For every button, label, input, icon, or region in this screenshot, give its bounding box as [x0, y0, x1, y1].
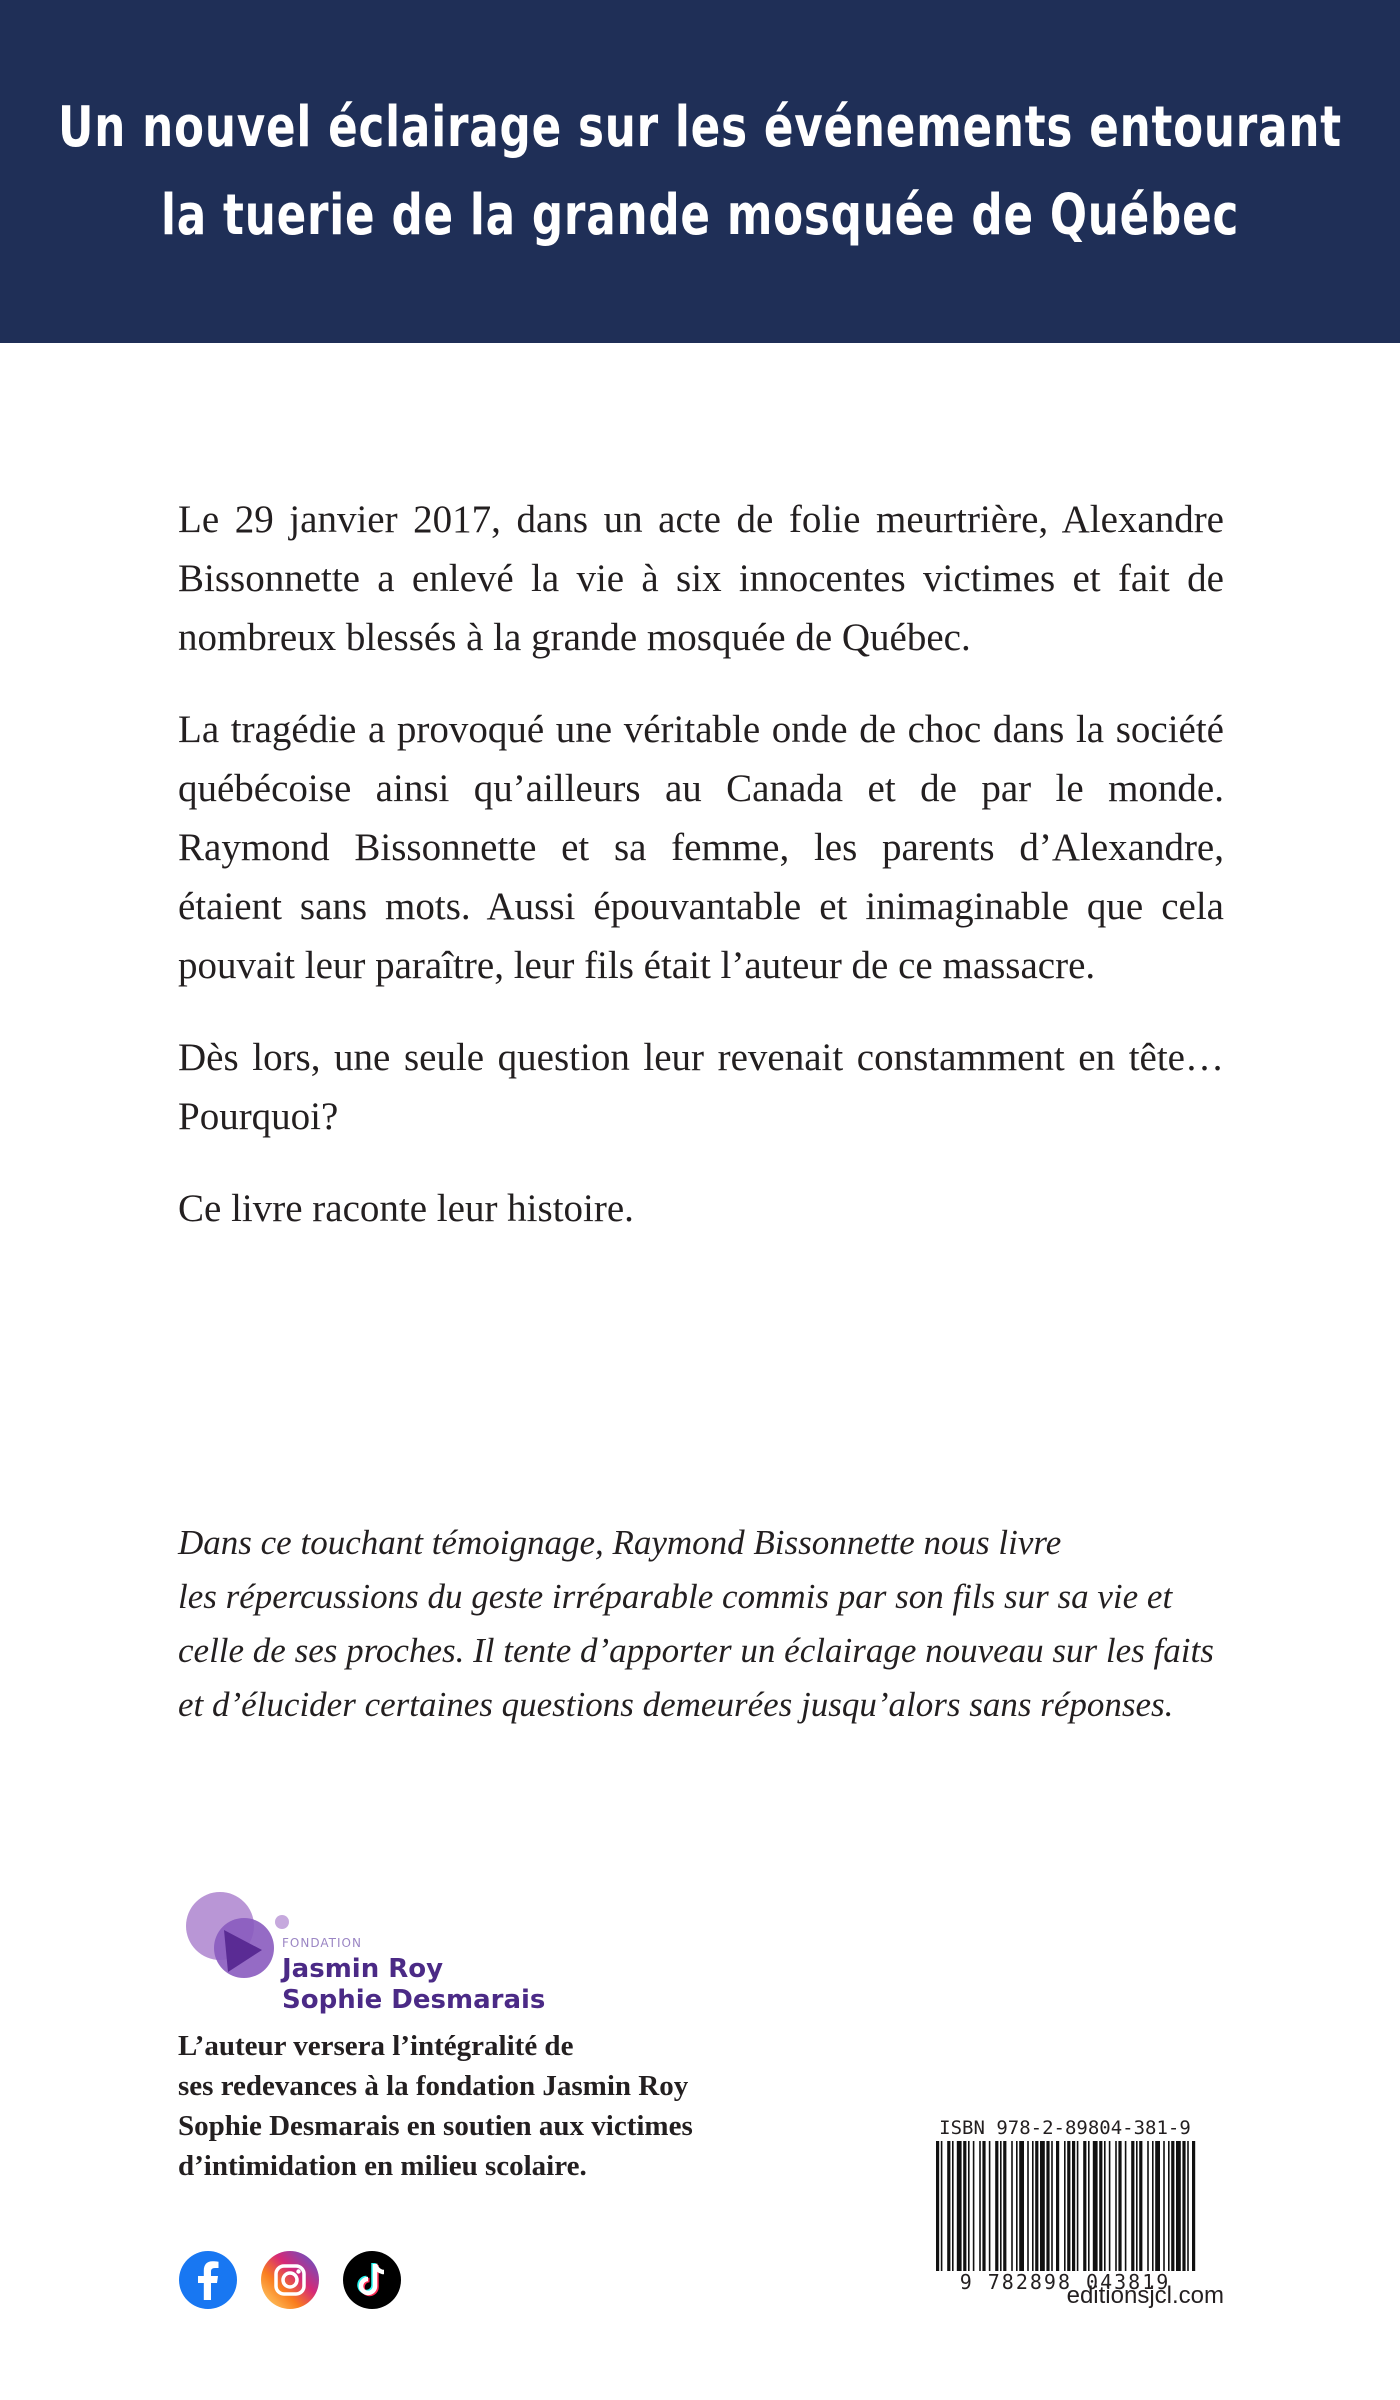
foundation-name-1: Jasmin Roy: [282, 1954, 444, 1984]
foundation-logo-text: [282, 1936, 545, 2016]
paragraph-2: La tragédie a provoqué une véritable onde de choc dans la société québécoise ainsi qu’ailleurs au Canada et de par le monde. Raymond Bissonnette et sa femme, les parents d’Alexandre, étaient sans mots. Aussi épouvantable et inimaginable que cela pouvait leur paraître, leur fils était l’auteur de ce massacre.: [178, 708, 1224, 987]
donation-line: Sophie Desmarais en soutien aux victimes: [178, 2110, 693, 2142]
donation-line: L’auteur versera l’intégralité de: [178, 2030, 574, 2062]
foundation-name-2: Sophie Desmarais: [282, 1985, 546, 2015]
foundation-label: FONDATION: [282, 1936, 362, 1950]
summary-line: les répercussions du geste irréparable commis par son fils sur sa vie et: [178, 1577, 1173, 1616]
summary-line: celle de ses proches. Il tente d’apporter un éclairage nouveau sur les faits: [178, 1631, 1214, 1670]
facebook-icon[interactable]: [178, 2250, 238, 2310]
publisher-website[interactable]: editionsjcl.com: [1066, 2282, 1224, 2309]
donation-note: [178, 2026, 818, 2186]
barcode-digits: 9 782898 043819: [959, 2270, 1171, 2294]
tiktok-icon[interactable]: [342, 2250, 402, 2310]
description-body: [178, 490, 1224, 1271]
paragraph-1: Le 29 janvier 2017, dans un acte de folie meurtrière, Alexandre Bissonnette a enlevé la vie à six innocentes victimes et fait de nombreux blessés à la grande mosquée de Québec.: [178, 498, 1224, 659]
banner-line-1: Un nouvel éclairage sur les événements entourant: [58, 94, 1342, 160]
paragraph-4: Ce livre raconte leur histoire.: [178, 1187, 634, 1230]
summary-line: Dans ce touchant témoignage, Raymond Bissonnette nous livre: [178, 1523, 1062, 1562]
instagram-icon[interactable]: [260, 2250, 320, 2310]
summary-block: [178, 1516, 1238, 1732]
summary-line: et d’élucider certaines questions demeurées jusqu’alors sans réponses.: [178, 1685, 1174, 1724]
isbn-label: ISBN 978-2-89804-381-9: [939, 2117, 1191, 2139]
top-banner: [0, 0, 1400, 343]
banner-line-2: la tuerie de la grande mosquée de Québec: [160, 182, 1240, 248]
donation-line: d’intimidation en milieu scolaire.: [178, 2150, 587, 2182]
paragraph-3: Dès lors, une seule question leur revenait constamment en tête… Pourquoi?: [178, 1036, 1224, 1138]
donation-line: ses redevances à la fondation Jasmin Roy: [178, 2070, 689, 2102]
barcode-icon: [930, 2141, 1200, 2271]
foundation-logo-icon: [178, 1878, 298, 1988]
